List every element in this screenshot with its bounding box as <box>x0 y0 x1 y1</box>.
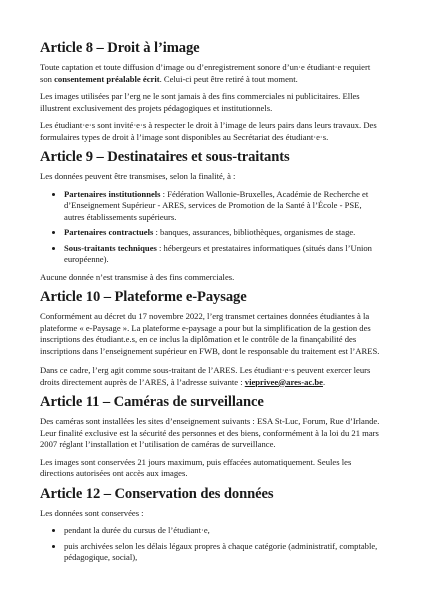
article-10-p2-text: Dans ce cadre, l’erg agit comme sous-traitant de l’ARES. Les étudiant·e·s peuvent exercer leurs droits directement auprès de l’ARES, à l’adresse suivante : <box>40 365 371 387</box>
list-item: • pendant la durée du cursus de l’étudiant·e, <box>64 525 384 537</box>
article-12-intro: Les données sont conservées : <box>40 507 144 518</box>
article-9-section <box>40 149 384 283</box>
list-item-label: Partenaires contractuels <box>64 227 154 237</box>
list-item-text: : hébergeurs et prestataires informatiques (situés dans l’Union européenne). <box>64 242 372 264</box>
article-11-title: Article 11 – Caméras de surveillance <box>40 394 264 410</box>
article-12-section <box>40 486 384 564</box>
article-10-paragraph-1: Conformément au décret du 17 novembre 2022, l’erg transmet certaines données étudiantes à la plateforme « e-Paysage ». La plateforme e-paysage a pour but la simplification de la gestion des inscriptions des étudiant.e.s, en ce inclus la diplômation et le contrôle de la finançabilité des inscriptions dans l’enseignement supérieur en FWB, dont le responsable du traitement est l’ARES. <box>40 311 380 356</box>
article-8-p1-text-end: . Celui-ci peut être retiré à tout moment. <box>159 73 298 84</box>
article-8-paragraph-1 <box>40 62 384 85</box>
consent-emphasis: consentement préalable écrit <box>54 73 160 84</box>
list-item-text: : banques, assurances, bibliothèques, organismes de stage. <box>153 227 356 237</box>
article-12-title: Article 12 – Conservation des données <box>40 485 274 502</box>
article-10-section <box>40 289 384 388</box>
list-item <box>64 189 384 224</box>
article-8-paragraph-3: Les étudiant·e·s sont invité·e·s à respecter le droit à l’image de leurs pairs dans leurs travaux. Des formulaires types de droit à l’image sont disponibles au Secrétariat des étudiant·e·s. <box>40 120 377 142</box>
recipients-list <box>40 189 384 266</box>
list-item-label: Sous-traitants techniques <box>64 242 157 253</box>
article-8-paragraph-2: Les images utilisées par l’erg ne le sont jamais à des fins commerciales ni publicitaires. Elles illustrent exclusivement des projets pédagogiques et institutionnels. <box>40 91 360 113</box>
list-item-text: : Fédération Wallonie-Bruxelles, Académie de Recherche et d’Enseignement Supérieur - ARES, services de Promotion de la Santé à l’École - PSE, autres établissements supérieurs. <box>64 188 369 222</box>
article-8-title: Article 8 – Droit à l’image <box>40 40 200 56</box>
list-item <box>64 243 384 266</box>
retention-list <box>40 525 384 564</box>
article-11-paragraph-1: Des caméras sont installées les sites d’enseignement suivants : ESA St-Luc, Forum, Rue d’Irlande. Leur finalité exclusive est la sécurité des personnes et des biens, conformément à la loi du 21 mars 2007 réglant l’installation et l’utilisation de caméras de surveillance. <box>40 416 380 449</box>
ares-email-link[interactable]: vieprivee@ares-ac.be <box>244 376 323 387</box>
article-11-paragraph-2: Les images sont conservées 21 jours maximum, puis effacées automatiquement. Seules les directions autorisées ont accès aux images. <box>40 456 352 478</box>
article-10-paragraph-2 <box>40 365 384 388</box>
article-10-title: Article 10 – Plateforme e-Paysage <box>40 289 247 305</box>
article-8-section <box>40 40 384 143</box>
article-9-intro: Les données peuvent être transmises, selon la finalité, à : <box>40 171 236 181</box>
list-item-label: Partenaires institutionnels <box>64 188 161 199</box>
list-item <box>64 227 384 239</box>
list-item: • puis archivées selon les délais légaux propres à chaque catégorie (administratif, comptable, pédagogique, social), <box>64 541 384 564</box>
article-11-section <box>40 394 384 480</box>
article-8-p1-text: Toute captation et toute diffusion d’image ou d’enregistrement sonore d’un·e étudiant·e requiert son <box>40 62 371 84</box>
article-10-p2-text-end: . <box>323 376 326 387</box>
article-9-outro: Aucune donnée n’est transmise à des fins commerciales. <box>40 271 235 282</box>
article-9-title: Article 9 – Destinataires et sous-traitants <box>40 149 290 165</box>
